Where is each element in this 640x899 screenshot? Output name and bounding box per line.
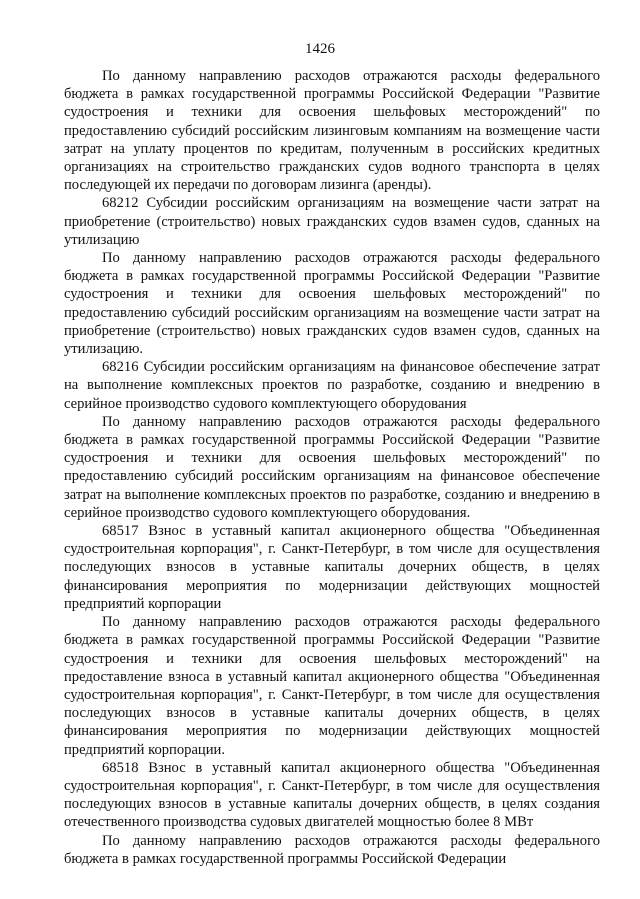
paragraph-description-68518: По данному направлению расходов отражаются расходы федерального бюджета в рамках государственной программы Российской Федерации	[64, 832, 600, 867]
document-body	[64, 67, 600, 868]
paragraph-description-68517: По данному направлению расходов отражаются расходы федерального бюджета в рамках государственной программы Российской Федерации "Развитие судостроения и техники для освоения шельфовых месторождений" на предоставление взноса в уставный капитал акционерного общества "Объединенная судостроительная корпорация", г. Санкт-Петербург, в том числе для осуществления последующих взносов в уставные капиталы дочерних обществ, в целях финансирования мероприятия по модернизации действующих мощностей предприятий корпорации.	[64, 614, 600, 758]
paragraph-description-68216: По данному направлению расходов отражаются расходы федерального бюджета в рамках государственной программы Российской Федерации "Развитие судостроения и техники для освоения шельфовых месторождений" по предоставлению субсидий российским организациям на финансовое обеспечение затрат на выполнение комплексных проектов по разработке, созданию и внедрению в серийное производство судового комплектующего оборудования.	[64, 413, 600, 521]
paragraph-description-68212: По данному направлению расходов отражаются расходы федерального бюджета в рамках государственной программы Российской Федерации "Развитие судостроения и техники для освоения шельфовых месторождений" по предоставлению субсидий российским организациям на возмещение части затрат на приобретение (строительство) новых гражданских судов взамен судов, сданных на утилизацию.	[64, 250, 600, 358]
paragraph-code-68212: 68212 Субсидии российским организациям на возмещение части затрат на приобретение (строительство) новых гражданских судов взамен судов, сданных на утилизацию	[64, 195, 600, 248]
paragraph-code-68518: 68518 Взнос в уставный капитал акционерного общества "Объединенная судостроительная корпорация", г. Санкт-Петербург, в том числе для осуществления последующих взносов в уставные капиталы дочерних обществ, в целях создания отечественного производства судовых двигателей мощностью более 8 МВт	[64, 759, 600, 831]
paragraph-description-leasing-subsidies: По данному направлению расходов отражаются расходы федерального бюджета в рамках государственной программы Российской Федерации "Развитие судостроения и техники для освоения шельфовых месторождений" по предоставлению субсидий российским лизинговым компаниям на возмещение части затрат на уплату процентов по кредитам, полученным в российских кредитных организациях на строительство гражданских судов водного транспорта в целях последующей их передачи по договорам лизинга (аренды).	[64, 68, 600, 194]
page-number: 1426	[305, 41, 335, 57]
paragraph-code-68216: 68216 Субсидии российским организациям на финансовое обеспечение затрат на выполнение комплексных проектов по разработке, созданию и внедрению в серийное производство судового комплектующего оборудования	[64, 359, 600, 412]
paragraph-code-68517: 68517 Взнос в уставный капитал акционерного общества "Объединенная судостроительная корпорация", г. Санкт-Петербург, в том числе для осуществления последующих взносов в уставные капиталы дочерних обществ, в целях финансирования мероприятия по модернизации действующих мощностей предприятий корпорации	[64, 523, 600, 612]
